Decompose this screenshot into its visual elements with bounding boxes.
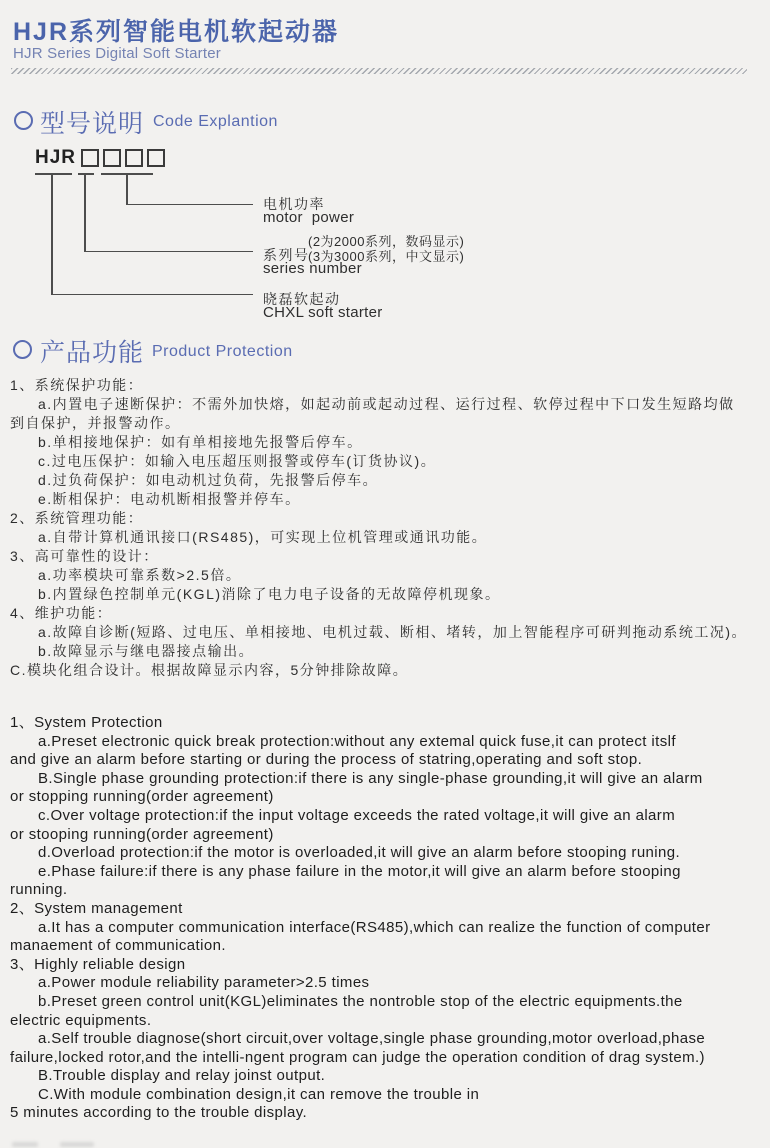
text-line: C.With module combination design,it can remove the trouble in [38,1085,480,1103]
text-line: e.Phase failure:if there is any phase failure in the motor,it will give an alarm before stooping [38,862,681,880]
text-line: 2、System management [10,899,183,917]
features-en [10,714,762,1123]
text-line: e.断相保护：电动机断相报警并停车。 [38,491,301,507]
text-line: b.Preset green control unit(KGL)eliminates the nontroble stop of the electric equipments.the [38,992,683,1010]
section-title-product-cn: 产品功能 [40,339,145,367]
text-line: or stopping running(order agreement) [10,788,274,806]
diagram-leader-motor [126,204,253,206]
text-line: failure,locked rotor,and the intelli-ngent program can judge the operation condition of drag system.) [10,1048,705,1066]
diagram-vline-series [84,173,86,252]
page-bottom-cutoff-artifact [60,1142,94,1147]
features-cn [10,376,762,680]
text-line: a.故障自诊断(短路、过电压、单相接地、电机过载、断相、堵转，加上智能程序可研判拖动系统工况)。 [38,624,747,640]
text-line: 5 minutes according to the trouble display. [10,1104,308,1122]
model-code-prefix: HJR [35,147,77,168]
text-line: manaement of communication. [10,937,226,955]
text-line: B.Single phase grounding protection:if there is any single-phase grounding,it will give an alarm [38,769,703,787]
model-code-box [81,149,99,167]
text-line: b.单相接地保护：如有单相接地先报警后停车。 [38,434,363,450]
text-line: b.内置绿色控制单元(KGL)消除了电力电子设备的无故障停机现象。 [38,586,501,602]
section-bullet-circle-icon [13,340,32,359]
label-brand-cn: 晓磊软起动 [263,291,341,307]
model-code-box [125,149,143,167]
section-title-product-en: Product Protection [152,343,293,360]
text-line: C.模块化组合设计。根据故障显示内容，5分钟排除故障。 [10,662,409,678]
text-line: c.过电压保护：如输入电压超压则报警或停车(订货协议)。 [38,453,437,469]
text-line: 1、System Protection [10,714,163,731]
hatch-divider [11,68,747,74]
text-line: 1、系统保护功能： [10,377,144,393]
text-line: a.功率模块可靠系数>2.5倍。 [38,567,242,583]
diagram-leader-brand [51,294,253,296]
text-line: 3、高可靠性的设计： [10,548,159,564]
diagram-leader-series [84,251,253,253]
label-series-number-en: series number [263,260,362,277]
text-line: d.Overload protection:if the motor is overloaded,it will give an alarm before stooping runing. [38,844,681,862]
label-motor-power-en: motor power [263,209,355,226]
model-code-box [147,149,165,167]
text-line: and give an alarm before starting or during the process of statring,operating and soft stop. [10,751,643,769]
text-line: electric equipments. [10,1011,152,1029]
section-bullet-circle-icon [14,111,33,130]
text-line: a.Self trouble diagnose(short circuit,over voltage,single phase grounding,motor overload,phase [38,1030,706,1048]
text-line: a.内置电子速断保护：不需外加快熔，如起动前或起动过程、运行过程、软停过程中下口发生短路均做 [38,396,735,412]
text-line: a.Power module reliability parameter>2.5 times [38,974,370,992]
label-series-number-cn: 系列号 [263,247,310,263]
label-series-note-1: (2为2000系列，数码显示) [308,234,465,249]
text-line: 到自保护，并报警动作。 [10,415,181,431]
label-brand-en: CHXL soft starter [263,304,383,321]
text-line: 3、Highly reliable design [10,955,186,973]
text-line: b.故障显示与继电器接点输出。 [38,643,255,659]
text-line: d.过负荷保护：如电动机过负荷，先报警后停车。 [38,472,379,488]
model-code-box [103,149,121,167]
text-line: 4、维护功能： [10,605,113,621]
diagram-vline-motor [126,173,128,205]
section-title-code-en: Code Explantion [153,113,278,130]
text-line: a.Preset electronic quick break protection:without any extemal quick fuse,it can protect itslf [38,732,676,750]
diagram-underline-box1 [78,173,94,175]
text-line: B.Trouble display and relay joinst output. [38,1067,326,1085]
page-subtitle: HJR Series Digital Soft Starter [13,45,221,62]
page-title: HJR系列智能电机软起动器 [13,18,340,46]
diagram-vline-brand [51,173,53,295]
label-motor-power-cn: 电机功率 [263,196,325,212]
section-title-code-cn: 型号说明 [40,110,145,138]
model-code-boxes [81,149,165,167]
label-series-note-2: (3为3000系列，中文显示) [308,249,465,264]
diagram-underline-prefix [35,173,72,175]
text-line: 2、系统管理功能： [10,510,144,526]
text-line: a.It has a computer communication interface(RS485),which can realize the function of computer [38,918,711,936]
text-line: or stooping running(order agreement) [10,825,274,843]
page-bottom-cutoff-artifact [12,1142,38,1147]
text-line: a.自带计算机通讯接口(RS485)，可实现上位机管理或通讯功能。 [38,529,488,545]
text-line: running. [10,881,68,899]
text-line: c.Over voltage protection:if the input voltage exceeds the rated voltage,it will give an alarm [38,806,676,824]
